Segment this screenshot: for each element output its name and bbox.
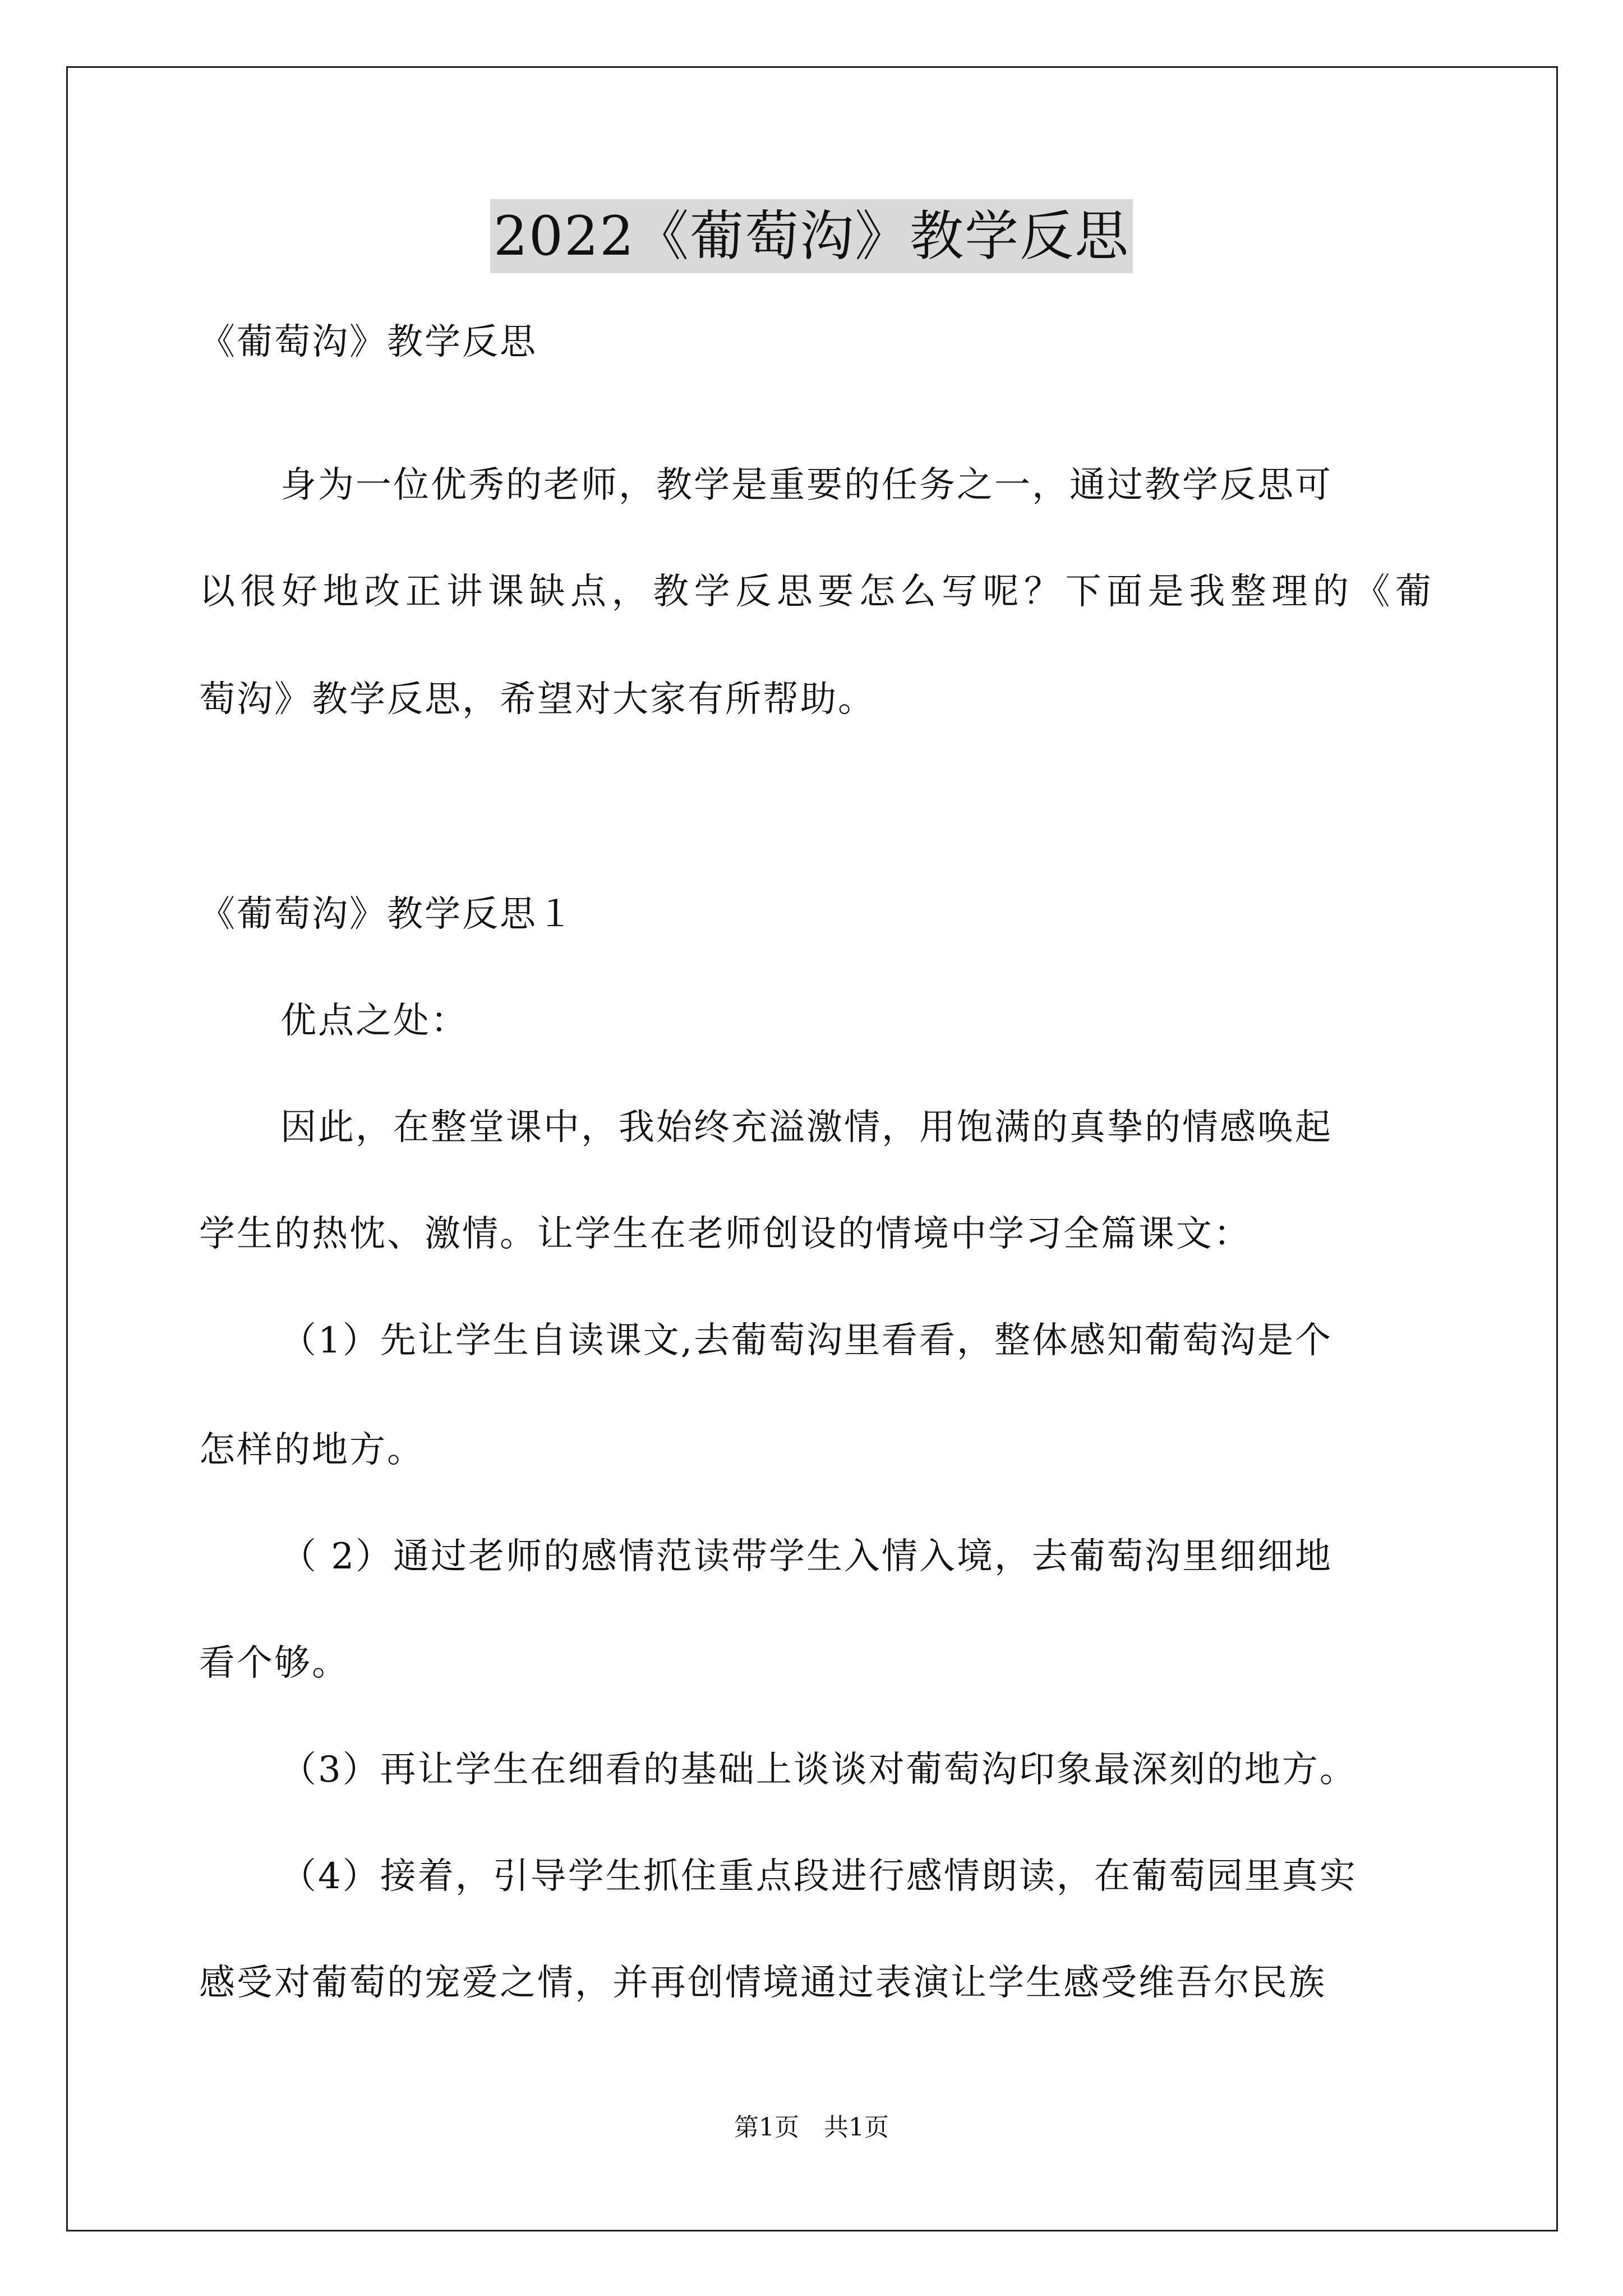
paragraph-line: 身为一位优秀的老师，教学是重要的任务之一，通过教学反思可	[280, 464, 1332, 506]
paragraph-line: 怎样的地方。	[199, 1429, 425, 1471]
page-number: 第1页	[734, 2113, 799, 2142]
title-container	[0, 199, 1623, 273]
paragraph-line: 感受对葡萄的宠爱之情，并再创情境通过表演让学生感受维吾尔民族	[199, 1962, 1326, 2004]
paragraph-line: 学生的热忱、激情。让学生在老师创设的情境中学习全篇课文：	[199, 1213, 1251, 1255]
paragraph-line: 因此，在整堂课中，我始终充溢激情，用饱满的真挚的情感唤起	[280, 1107, 1332, 1148]
section-heading: 《葡萄沟》教学反思１	[199, 894, 575, 935]
document-title: 2022《葡萄沟》教学反思	[490, 199, 1133, 273]
subtitle: 《葡萄沟》教学反思	[199, 321, 537, 363]
paragraph-line: 萄沟》教学反思，希望对大家有所帮助。	[199, 679, 875, 720]
paragraph-line: （4）接着，引导学生抓住重点段进行感情朗读，在葡萄园里真实	[280, 1856, 1357, 1897]
paragraph-line: （ 2）通过老师的感情范读带学生入情入境，去葡萄沟里细细地	[280, 1536, 1333, 1577]
paragraph-line: （1）先让学生自读课文,去葡萄沟里看看，整体感知葡萄沟是个	[280, 1320, 1333, 1361]
paragraph-line: 以很好地改正讲课缺点，教学反思要怎么写呢？下面是我整理的《葡	[199, 571, 1433, 613]
paragraph-line: （3）再让学生在细看的基础上谈谈对葡萄沟印象最深刻的地方。	[280, 1749, 1357, 1791]
page-total: 共1页	[824, 2113, 889, 2142]
paragraph-line: 看个够。	[199, 1642, 349, 1684]
paragraph-line: 优点之处：	[280, 1000, 468, 1042]
page-footer	[0, 2112, 1623, 2143]
